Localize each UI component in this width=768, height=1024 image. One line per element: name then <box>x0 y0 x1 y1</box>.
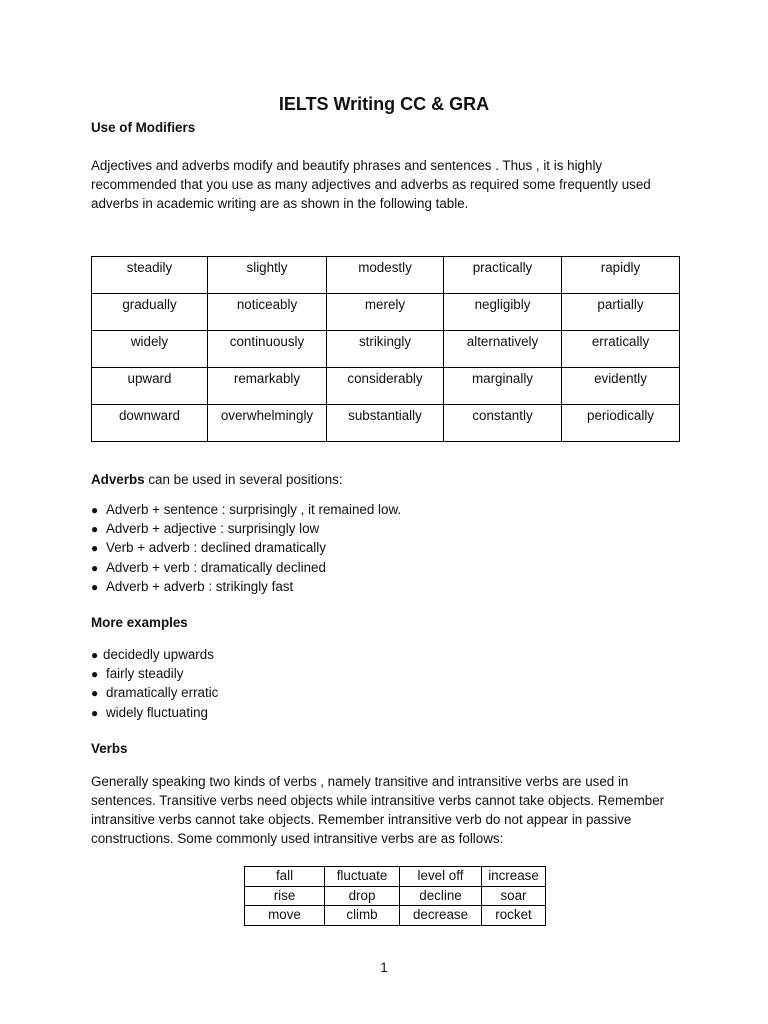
table-cell: fluctuate <box>325 867 400 887</box>
table-cell: substantially <box>327 405 444 442</box>
bullet-icon: ● <box>91 503 99 517</box>
list-item: ● decidedly upwards <box>91 645 218 664</box>
intransitive-verbs-table <box>244 866 546 926</box>
table-cell: rocket <box>482 906 546 926</box>
bullet-icon: ● <box>91 541 99 556</box>
adverb-positions-list <box>91 500 401 596</box>
bullet-icon: ● <box>91 522 99 537</box>
table-row <box>92 331 680 368</box>
list-item: ● Adverb + adverb : strikingly fast <box>91 577 401 596</box>
table-cell: continuously <box>208 331 327 368</box>
table-cell: fall <box>245 867 325 887</box>
modifiers-paragraph: Adjectives and adverbs modify and beautify phrases and sentences . Thus , it is highly recommended that you use as many adjectives and adverbs as required some frequently used adverbs in academic writing are as shown in the following table. <box>91 158 651 211</box>
bullet-icon: ● <box>91 667 99 682</box>
table-row <box>245 906 546 926</box>
table-cell: climb <box>325 906 400 926</box>
table-cell: negligibly <box>444 294 562 331</box>
adverbs-bold-term: Adverbs <box>91 472 145 487</box>
table-cell: constantly <box>444 405 562 442</box>
table-row <box>92 257 680 294</box>
list-item: ● Verb + adverb : declined dramatically <box>91 538 401 557</box>
table-cell: move <box>245 906 325 926</box>
table-cell: upward <box>92 368 208 405</box>
table-cell: slightly <box>208 257 327 294</box>
bullet-icon: ● <box>91 686 99 701</box>
table-cell: gradually <box>92 294 208 331</box>
table-cell: evidently <box>562 368 680 405</box>
table-cell: widely <box>92 331 208 368</box>
list-item: ● widely fluctuating <box>91 703 218 722</box>
table-cell: noticeably <box>208 294 327 331</box>
table-cell: soar <box>482 886 546 906</box>
table-row <box>245 867 546 887</box>
table-cell: merely <box>327 294 444 331</box>
bullet-icon: ● <box>91 560 99 575</box>
table-cell: decrease <box>400 906 482 926</box>
table-cell: drop <box>325 886 400 906</box>
table-cell: marginally <box>444 368 562 405</box>
bullet-icon: ● <box>91 705 99 720</box>
more-examples-list <box>91 645 218 722</box>
table-cell: partially <box>562 294 680 331</box>
table-row <box>245 886 546 906</box>
table-cell: rise <box>245 886 325 906</box>
page-number: 1 <box>380 960 388 975</box>
verbs-paragraph: Generally speaking two kinds of verbs , namely transitive and intransitive verbs are used in sentences. Transitive verbs need objects while intransitive verbs cannot take objects. Remember intransitive verbs cannot take objects. Remember intransitive verb do not appear in passive constructions. Some commonly used intransitive verbs are as follows: <box>91 774 665 846</box>
table-cell: decline <box>400 886 482 906</box>
table-cell: considerably <box>327 368 444 405</box>
table-cell: practically <box>444 257 562 294</box>
table-cell: alternatively <box>444 331 562 368</box>
table-cell: modestly <box>327 257 444 294</box>
table-cell: periodically <box>562 405 680 442</box>
adverb-positions-text: can be used in several positions: <box>144 472 343 487</box>
table-cell: strikingly <box>327 331 444 368</box>
table-cell: remarkably <box>208 368 327 405</box>
table-cell: increase <box>482 867 546 887</box>
table-cell: steadily <box>92 257 208 294</box>
verbs-heading: Verbs <box>91 741 128 756</box>
bullet-icon: ● <box>91 648 99 662</box>
table-cell: level off <box>400 867 482 887</box>
table-row <box>92 294 680 331</box>
modifiers-heading: Use of Modifiers <box>91 120 196 135</box>
page-title: IELTS Writing CC & GRA <box>278 94 490 114</box>
adverb-table <box>91 256 680 442</box>
table-cell: downward <box>92 405 208 442</box>
table-cell: rapidly <box>562 257 680 294</box>
table-cell: erratically <box>562 331 680 368</box>
bullet-icon: ● <box>91 579 99 594</box>
list-item: ● Adverb + verb : dramatically declined <box>91 558 401 577</box>
table-cell: overwhelmingly <box>208 405 327 442</box>
more-examples-heading: More examples <box>91 615 188 630</box>
list-item: ● Adverb + adjective : surprisingly low <box>91 519 401 538</box>
list-item: ● Adverb + sentence : surprisingly , it remained low. <box>91 500 401 519</box>
list-item: ● fairly steadily <box>91 664 218 683</box>
table-row <box>92 405 680 442</box>
list-item: ● dramatically erratic <box>91 683 218 702</box>
table-row <box>92 368 680 405</box>
adverb-positions-intro <box>91 470 691 489</box>
